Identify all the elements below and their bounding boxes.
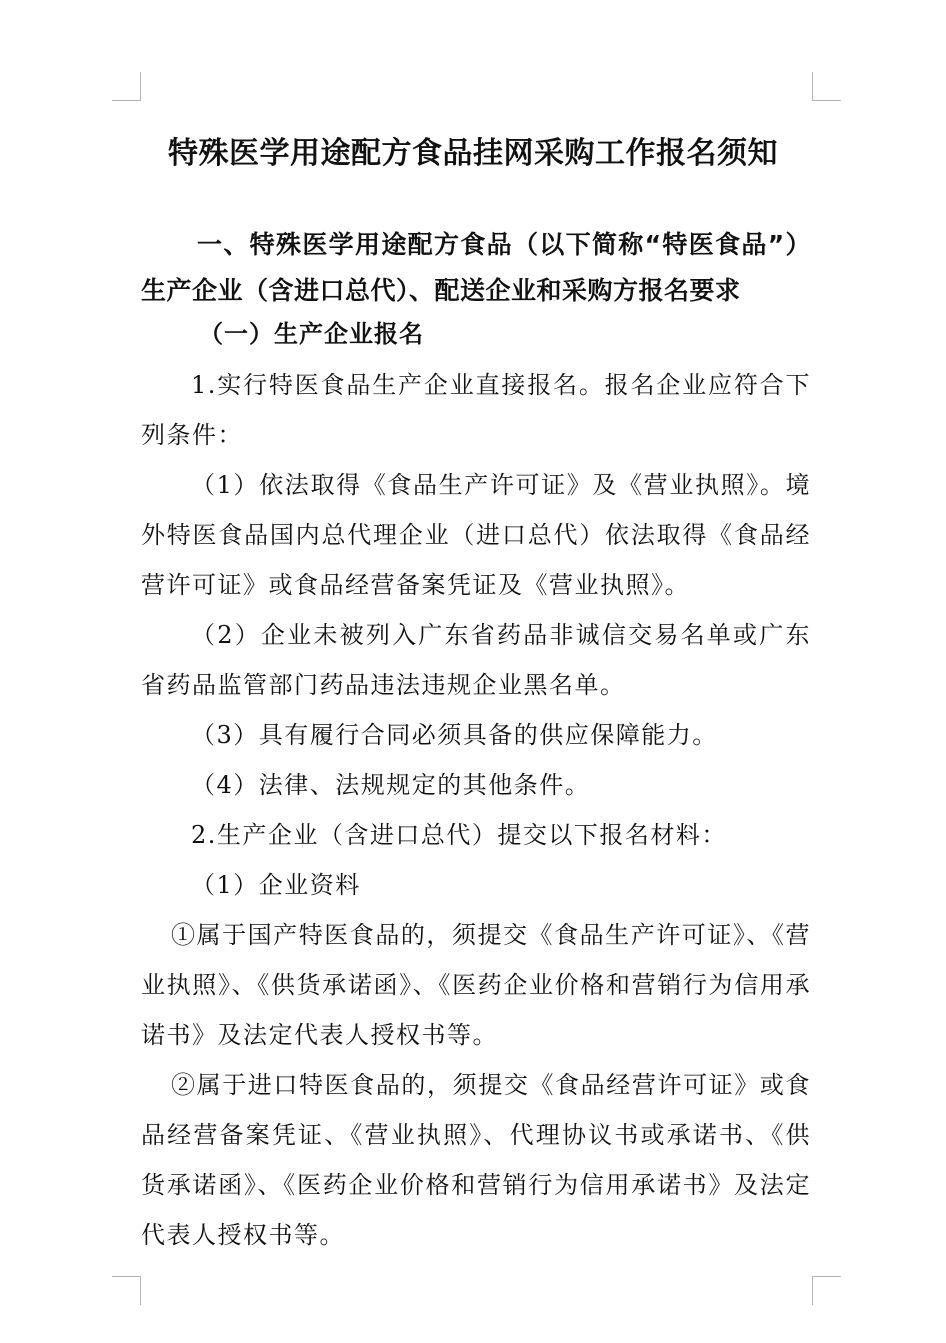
crop-mark-top-right bbox=[812, 72, 841, 101]
paragraph-1-item-4: （4）法律、法规规定的其他条件。 bbox=[191, 771, 591, 799]
paragraph-1-item-3: （3）具有履行合同必须具备的供应保障能力。 bbox=[191, 721, 718, 749]
paragraph-2-item-1: （1）企业资料 bbox=[191, 871, 361, 899]
paragraph-2: 2.生产企业（含进口总代）提交以下报名材料： bbox=[191, 821, 727, 849]
section-heading-1: 一、特殊医学用途配方食品（以下简称“特医食品”）生产企业（含进口总代）、配送企业和采购方报名要求 bbox=[141, 230, 811, 305]
crop-mark-bottom-left bbox=[112, 1276, 141, 1305]
paragraph-2-item-1-a: ①属于国产特医食品的，须提交《食品生产许可证》、《营业执照》、《供货承诺函》、《医药企业价格和营销行为信用承诺书》及法定代表人授权书等。 bbox=[141, 921, 811, 1049]
crop-mark-top-left bbox=[112, 72, 141, 101]
document-body bbox=[141, 222, 811, 1260]
paragraph-1-item-2: （2）企业未被列入广东省药品非诚信交易名单或广东省药品监管部门药品违法违规企业黑名单。 bbox=[141, 621, 811, 699]
paragraph-1: 1.实行特医食品生产企业直接报名。报名企业应符合下列条件： bbox=[141, 371, 811, 449]
document-title: 特殊医学用途配方食品挂网采购工作报名须知 bbox=[168, 136, 778, 171]
paragraph-2-item-1-b: ②属于进口特医食品的，须提交《食品经营许可证》或食品经营备案凭证、《营业执照》、代理协议书或承诺书、《供货承诺函》、《医药企业价格和营销行为信用承诺书》及法定代表人授权书等。 bbox=[141, 1071, 811, 1249]
crop-mark-bottom-right bbox=[812, 1276, 841, 1305]
paragraph-1-item-1: （1）依法取得《食品生产许可证》及《营业执照》。境外特医食品国内总代理企业（进口总代）依法取得《食品经营许可证》或食品经营备案凭证及《营业执照》。 bbox=[141, 471, 811, 599]
subsection-heading-1: （一）生产企业报名 bbox=[199, 320, 424, 348]
